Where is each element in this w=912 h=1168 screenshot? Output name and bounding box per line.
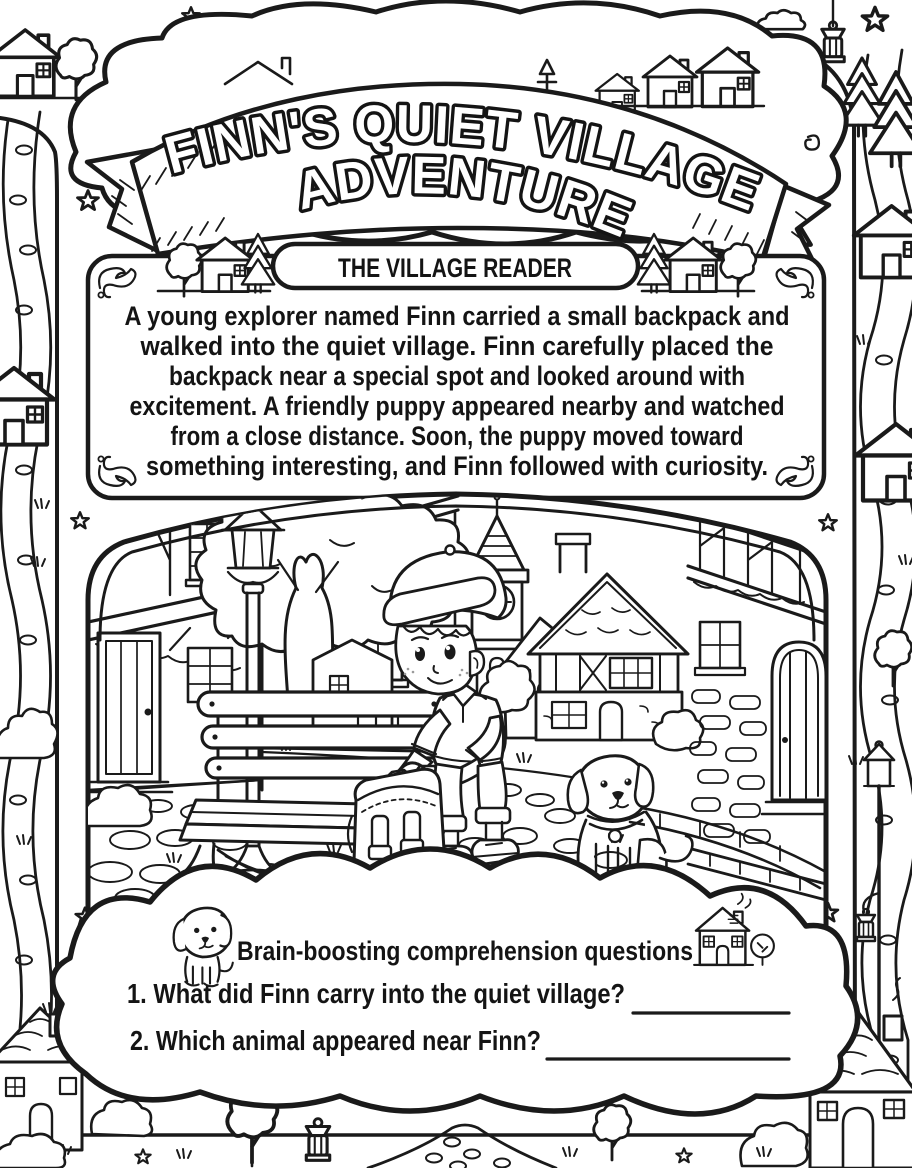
star-icon <box>862 7 887 30</box>
star-icon <box>819 514 837 530</box>
lantern-icon <box>306 1119 329 1161</box>
question-1: 1. What did Finn carry into the quiet village? <box>127 978 625 1009</box>
questions-heading: Brain-boosting comprehension questions <box>237 936 693 966</box>
question-2: 2. Which animal appeared near Finn? <box>130 1025 541 1056</box>
cloud-icon <box>758 10 805 29</box>
star-icon <box>676 1148 691 1162</box>
lantern-icon <box>822 22 845 62</box>
questions-panel <box>53 849 858 1114</box>
page-title-line-1: FINN'S QUIET VILLAGE <box>158 94 769 224</box>
story-line: something interesting, and Finn followed with curiosity. <box>146 451 768 481</box>
round-tree-icon <box>875 631 912 686</box>
story-header: THE VILLAGE READER <box>338 253 572 283</box>
star-icon <box>71 512 89 528</box>
house-left-mid <box>0 368 55 445</box>
story-panel <box>88 234 824 498</box>
bush <box>0 709 58 758</box>
bush <box>91 1100 152 1136</box>
story-line: backpack near a special spot and looked around with <box>169 361 745 391</box>
story-line: excitement. A friendly puppy appeared nearby and watched <box>129 391 785 421</box>
story-line: from a close distance. Soon, the puppy moved toward <box>170 421 744 451</box>
star-icon <box>135 1149 150 1163</box>
cobblestone-path-bottom <box>368 1125 556 1168</box>
house-right-upper <box>854 206 912 277</box>
page-title-line-2: ADVENTURE <box>289 146 642 250</box>
house-right-mid <box>856 424 912 501</box>
story-line: walked into the quiet village. Finn carefully placed the <box>139 331 774 361</box>
cobblestone-path-left <box>1 112 52 1133</box>
story-text <box>125 301 790 481</box>
story-line: A young explorer named Finn carried a small backpack and <box>124 301 790 331</box>
round-tree-icon <box>594 1105 631 1160</box>
house-top-left <box>0 30 60 96</box>
title-cloud <box>70 1 846 263</box>
background-house <box>313 640 392 736</box>
star-icon <box>78 191 99 210</box>
